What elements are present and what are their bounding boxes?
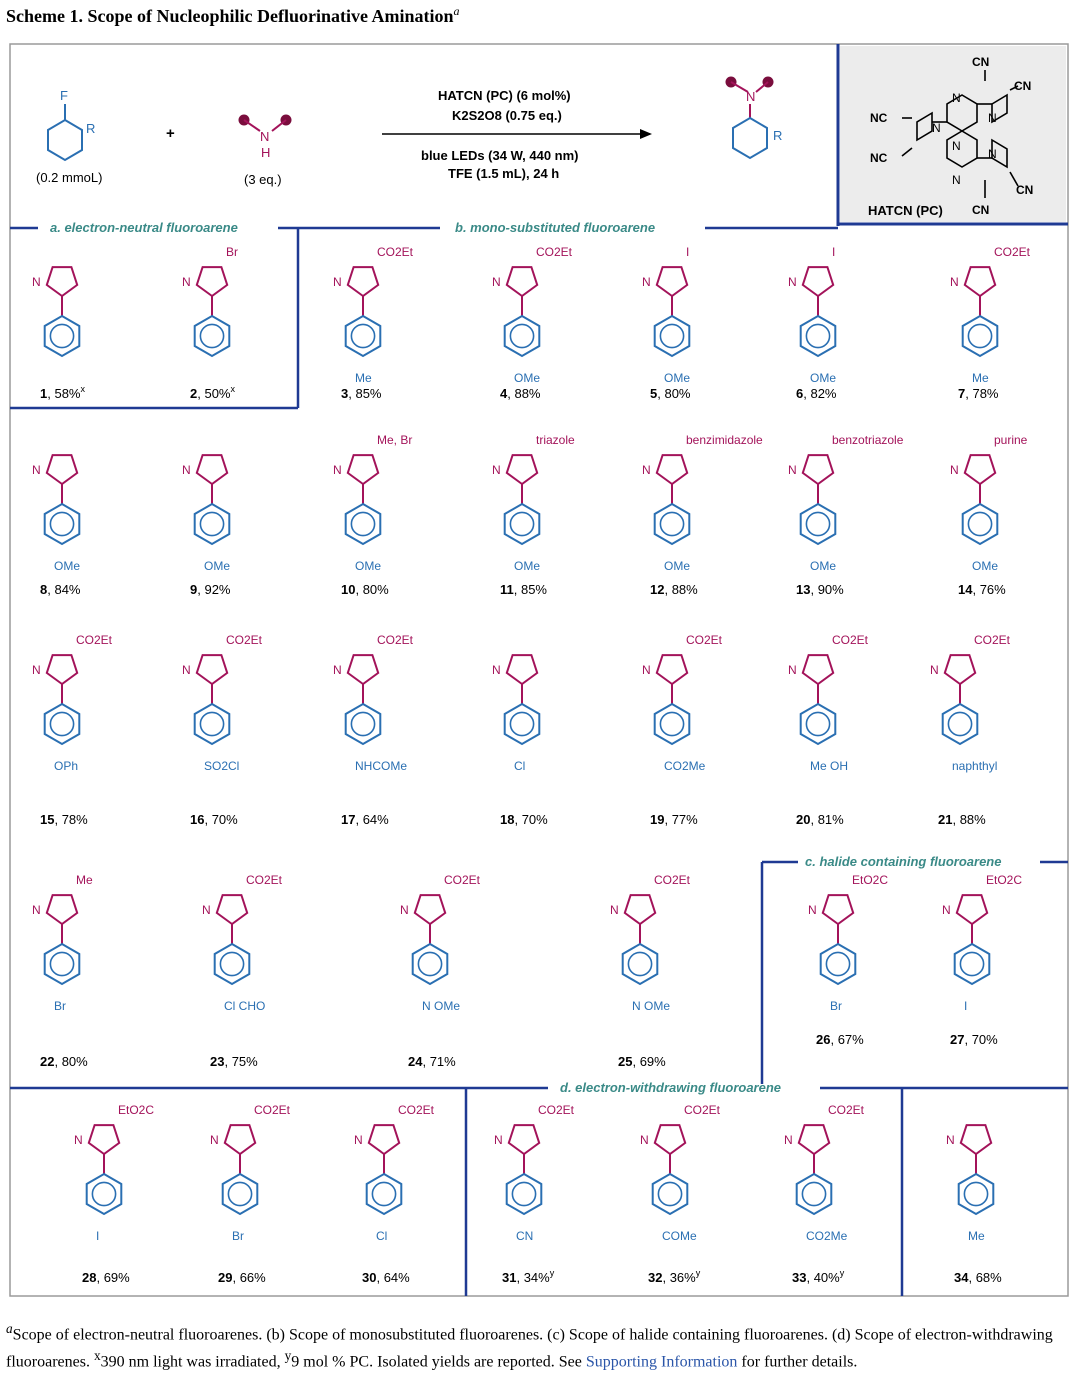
footnote-sup-y: y [284,1348,292,1364]
arene-substituent-16: SO2Cl [204,759,240,773]
azole-n-label: N [400,903,409,917]
footnote-text-4: for further details. [737,1353,858,1371]
compound-label-23: 23, 75% [210,1054,258,1069]
azole-substituent-7: CO2Et [994,245,1031,259]
compound-label-15: 15, 78% [40,812,88,827]
arene-substituent-5: OMe [664,371,691,385]
arene-substituent-7: Me [972,371,989,385]
azole-n-label: N [182,663,191,677]
arene-substituent-24: N OMe [422,999,461,1013]
svg-text:N: N [952,91,961,105]
svg-text:N: N [952,173,961,187]
svg-text:N: N [260,129,270,144]
compound-label-20: 20, 81% [796,812,844,827]
svg-text:CN: CN [972,55,990,69]
svg-text:NC: NC [870,111,888,125]
arene-substituent-4: OMe [514,371,541,385]
compound-label-3: 3, 85% [341,386,382,401]
scheme-title-text: Scheme 1. Scope of Nucleophilic Defluorinative Amination [6,6,454,26]
arene-substituent-14: OMe [972,559,999,573]
azole-substituent-26: EtO2C [852,873,889,887]
compound-label-14: 14, 76% [958,582,1006,597]
arene-substituent-32: COMe [662,1229,697,1243]
compound-12 [642,433,763,597]
azole-n-label: N [182,275,191,289]
azole-substituent-10: Me, Br [377,433,413,447]
compound-7 [950,245,1031,401]
svg-text:R: R [86,121,96,136]
compound-label-9: 9, 92% [190,582,231,597]
azole-substituent-28: EtO2C [118,1103,155,1117]
scheme-footnote [6,1318,1074,1373]
svg-text:CN: CN [1016,183,1034,197]
azole-substituent-32: CO2Et [684,1103,721,1117]
azole-substituent-30: CO2Et [398,1103,435,1117]
azole-substituent-3: CO2Et [377,245,414,259]
compound-5 [642,245,691,401]
azole-n-label: N [788,275,797,289]
compound-16 [182,633,263,827]
compound-label-16: 16, 70% [190,812,238,827]
compound-15 [32,633,113,827]
section-b-label: b. mono-substituted fluoroarene [455,220,656,235]
arene-substituent-21: naphthyl [952,759,998,773]
condition-light: blue LEDs (34 W, 440 nm) [421,148,579,163]
compound-label-11: 11, 85% [500,582,547,597]
arene-substituent-22: Br [54,999,66,1013]
svg-text:N: N [952,139,961,153]
compound-label-2: 2, 50%$^x$ [190,384,235,401]
condition-solvent: TFE (1.5 mL), 24 h [448,166,560,181]
azole-substituent-20: CO2Et [832,633,869,647]
azole-substituent-23: CO2Et [246,873,283,887]
azole-n-label: N [808,903,817,917]
azole-n-label: N [354,1133,363,1147]
azole-n-label: N [494,1133,503,1147]
compound-21 [930,633,1011,827]
arene-substituent-30: Cl [376,1229,388,1243]
azole-n-label: N [642,275,651,289]
azole-n-label: N [784,1133,793,1147]
azole-n-label: N [642,663,651,677]
azole-n-label: N [210,1133,219,1147]
section-a-label: a. electron-neutral fluoroarene [50,220,238,235]
azole-n-label: N [32,275,41,289]
svg-text:F: F [60,88,68,103]
compound-label-33: 33, 40%$^y$ [792,1268,845,1285]
compound-33 [784,1103,865,1285]
compound-13 [788,433,904,597]
azole-substituent-15: CO2Et [76,633,113,647]
arene-substituent-8: OMe [54,559,81,573]
arene-substituent-18: Cl [514,759,526,773]
azole-substituent-6: I [832,245,836,259]
arene-substituent-23: Cl CHO [224,999,266,1013]
scheme-title-sup: a [453,4,460,18]
compound-10 [333,433,412,597]
azole-substituent-22: Me [76,873,93,887]
arene-substituent-17: NHCOMe [355,759,408,773]
compound-label-5: 5, 80% [650,386,691,401]
arene-substituent-11: OMe [514,559,541,573]
section-d-label: d. electron-withdrawing fluoroarene [560,1080,782,1095]
compound-27 [942,873,1022,1047]
azole-n-label: N [333,275,342,289]
azole-n-label: N [492,275,501,289]
plus-sign: + [166,125,175,142]
compound-1 [32,267,85,401]
azole-n-label: N [930,663,939,677]
arene-substituent-34: Me [968,1229,985,1243]
arene-substituent-13: OMe [810,559,837,573]
svg-text:R: R [773,128,783,143]
arene-substituent-29: Br [232,1229,244,1243]
compound-label-28: 28, 69% [82,1270,130,1285]
compound-label-10: 10, 80% [341,582,389,597]
arene-substituent-25: N OMe [632,999,671,1013]
compound-26 [808,873,888,1047]
svg-text:N: N [746,89,756,104]
azole-n-label: N [32,903,41,917]
azole-n-label: N [942,903,951,917]
svg-text:N: N [932,121,941,135]
footnote-text-3: 9 mol % PC. Isolated yields are reported. See [291,1353,586,1371]
azole-n-label: N [492,463,501,477]
compound-label-4: 4, 88% [500,386,541,401]
compound-25 [610,873,691,1069]
svg-text:NC: NC [870,151,888,165]
azole-n-label: N [182,463,191,477]
compound-34 [946,1125,1002,1285]
compound-19 [642,633,723,827]
azole-n-label: N [640,1133,649,1147]
fluoroarene-reactant [48,88,95,160]
azole-substituent-4: CO2Et [536,245,573,259]
product-general [726,77,783,159]
compound-label-26: 26, 67% [816,1032,864,1047]
azole-n-label: N [610,903,619,917]
compound-4 [492,245,573,401]
azole-substituent-29: CO2Et [254,1103,291,1117]
azole-n-label: N [788,663,797,677]
section-c-label: c. halide containing fluoroarene [805,854,1002,869]
compound-label-13: 13, 90% [796,582,844,597]
hatcn-label: HATCN (PC) [868,203,943,218]
arene-substituent-6: OMe [810,371,837,385]
azole-n-label: N [950,275,959,289]
compound-label-17: 17, 64% [341,812,389,827]
arene-substituent-27: I [964,999,968,1013]
svg-text:N: N [988,147,997,161]
compound-label-29: 29, 66% [218,1270,266,1285]
arene-substituent-10: OMe [355,559,382,573]
compound-label-31: 31, 34%$^y$ [502,1268,555,1285]
compound-label-22: 22, 80% [40,1054,88,1069]
svg-text:CN: CN [1014,79,1032,93]
condition-oxidant: K2S2O8 (0.75 eq.) [452,108,562,123]
azole-substituent-21: CO2Et [974,633,1011,647]
compound-label-34: 34, 68% [954,1270,1002,1285]
footnote-sup-x: x [93,1348,101,1364]
compound-label-24: 24, 71% [408,1054,456,1069]
supporting-information-link[interactable]: Supporting Information [585,1353,738,1371]
azole-substituent-27: EtO2C [986,873,1023,887]
compound-17 [333,633,414,827]
azole-n-label: N [788,463,797,477]
compound-29 [210,1103,291,1285]
amine-reactant [239,115,292,161]
azole-n-label: N [202,903,211,917]
arene-substituent-9: OMe [204,559,231,573]
azole-n-label: N [642,463,651,477]
azole-n-label: N [950,463,959,477]
condition-catalyst: HATCN (PC) (6 mol%) [438,88,571,103]
compound-32 [640,1103,721,1285]
compound-label-27: 27, 70% [950,1032,998,1047]
compound-22 [32,873,93,1069]
compound-grid [32,245,1031,1285]
azole-n-label: N [333,663,342,677]
compound-30 [354,1103,435,1285]
azole-n-label: N [32,663,41,677]
svg-text:CN: CN [972,203,990,217]
compound-label-12: 12, 88% [650,582,698,597]
azole-n-label: N [946,1133,955,1147]
arene-substituent-12: OMe [664,559,691,573]
compound-label-18: 18, 70% [500,812,548,827]
azole-substituent-13: benzotriazole [832,433,904,447]
compound-label-32: 32, 36%$^y$ [648,1268,701,1285]
compound-23 [202,873,283,1069]
compound-6 [788,245,837,401]
compound-9 [182,455,231,597]
compound-label-30: 30, 64% [362,1270,410,1285]
amine-equivalents: (3 eq.) [244,172,282,187]
compound-label-19: 19, 77% [650,812,698,827]
azole-substituent-16: CO2Et [226,633,263,647]
azole-n-label: N [333,463,342,477]
arene-substituent-26: Br [830,999,842,1013]
azole-substituent-11: triazole [536,433,575,447]
compound-8 [32,455,81,597]
compound-18 [492,655,548,827]
azole-substituent-5: I [686,245,690,259]
compound-label-7: 7, 78% [958,386,999,401]
compound-31 [494,1103,575,1285]
azole-n-label: N [32,463,41,477]
compound-20 [788,633,869,827]
compound-2 [182,245,238,401]
azole-n-label: N [492,663,501,677]
arene-substituent-28: I [96,1229,100,1243]
azole-substituent-25: CO2Et [654,873,691,887]
azole-substituent-19: CO2Et [686,633,723,647]
azole-substituent-24: CO2Et [444,873,481,887]
compound-28 [74,1103,154,1285]
svg-text:N: N [988,111,997,125]
azole-n-label: N [74,1133,83,1147]
compound-14 [950,433,1028,597]
footnote-text-2: 390 nm light was irradiated, [100,1353,285,1371]
svg-text:H: H [261,145,271,160]
azole-substituent-31: CO2Et [538,1103,575,1117]
compound-label-1: 1, 58%$^x$ [40,384,85,401]
compound-label-21: 21, 88% [938,812,986,827]
footnote-sup-a: a [6,1321,13,1336]
azole-substituent-12: benzimidazole [686,433,763,447]
compound-label-8: 8, 84% [40,582,81,597]
compound-3 [333,245,414,401]
reactant-amount: (0.2 mmoL) [36,170,103,185]
azole-substituent-14: purine [994,433,1028,447]
azole-substituent-17: CO2Et [377,633,414,647]
footnote-text-1: Scope of electron-neutral fluoroarenes. (b) Scope of monosubstituted fluoroarenes. (c) Scope of halide containing fluoroarenes. (d) Scope of electron-withdrawing fluoroarenes. [6,1326,1053,1371]
arene-substituent-3: Me [355,371,372,385]
compound-label-6: 6, 82% [796,386,837,401]
reaction-arrow [382,129,652,139]
compound-label-25: 25, 69% [618,1054,666,1069]
arene-substituent-33: CO2Me [806,1229,848,1243]
azole-substituent-2: Br [226,245,238,259]
arene-substituent-15: OPh [54,759,79,773]
compound-24 [400,873,481,1069]
compound-11 [492,433,575,597]
arene-substituent-19: CO2Me [664,759,706,773]
arene-substituent-20: Me OH [810,759,849,773]
azole-substituent-33: CO2Et [828,1103,865,1117]
arene-substituent-31: CN [516,1229,534,1243]
